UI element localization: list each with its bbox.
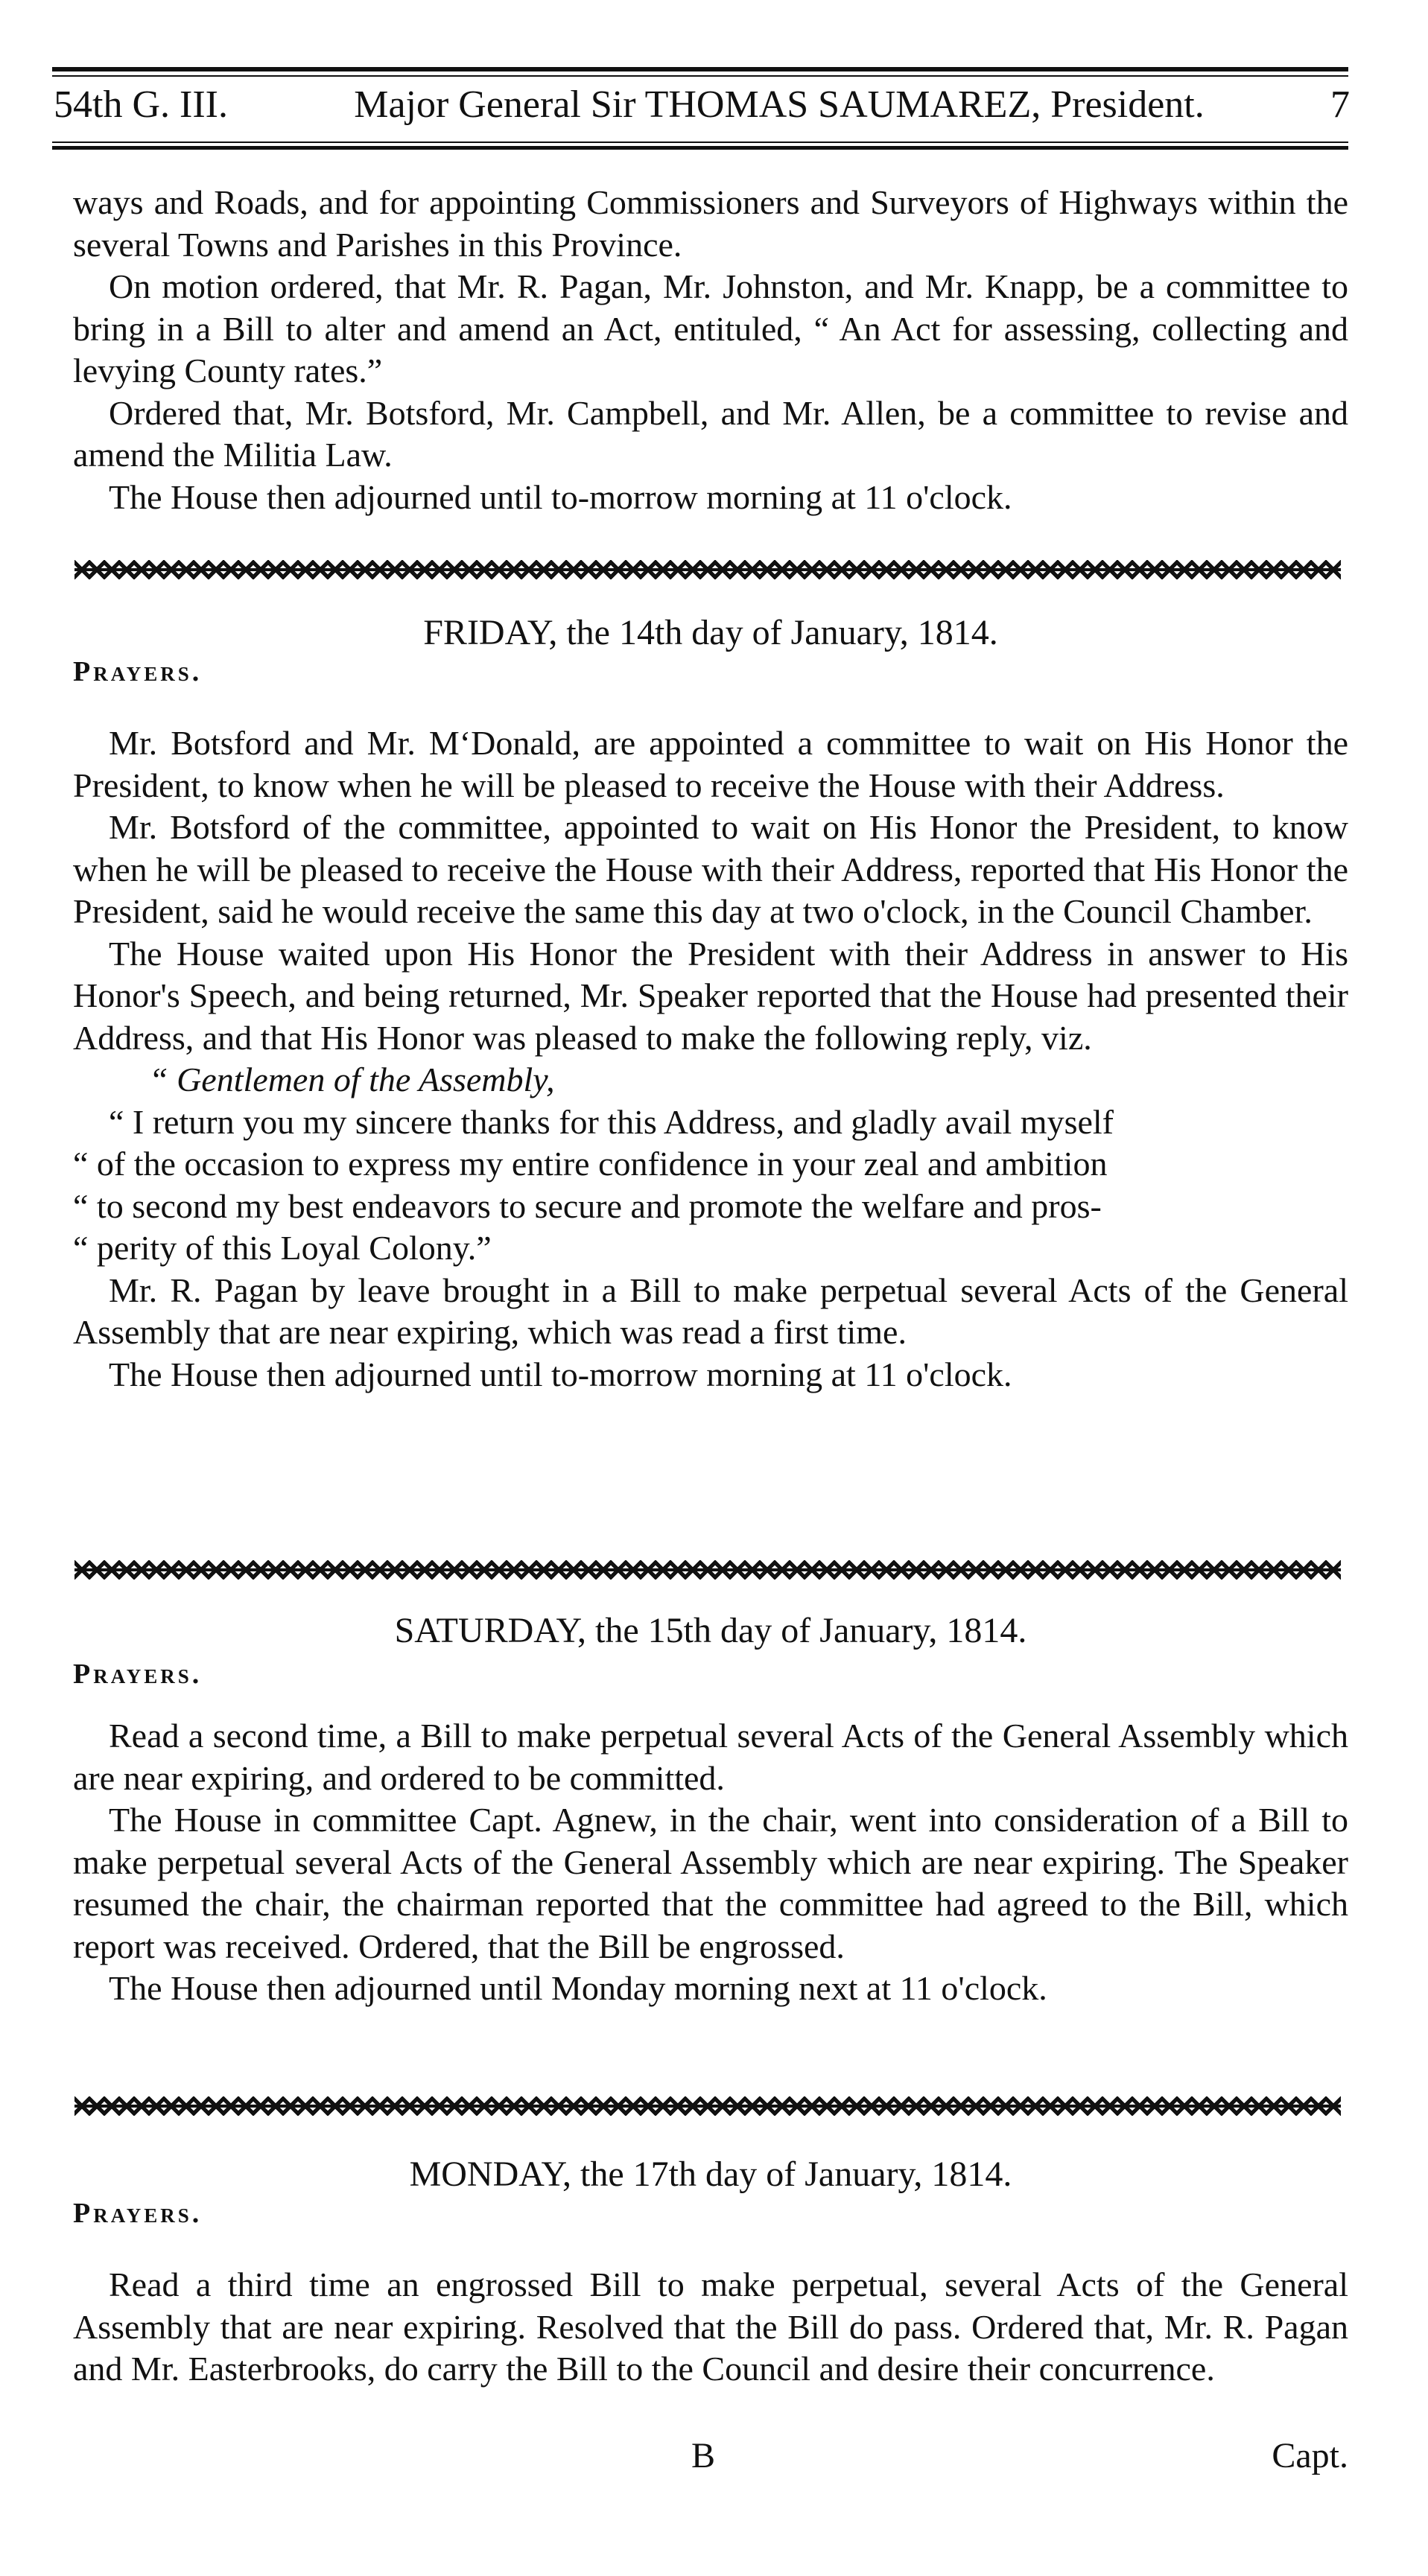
paragraph: The House in committee Capt. Agnew, in the chair, went into consideration of a Bill to make perpetual several Acts of the General Assembly which are near expiring. The Speaker resumed the chair, the chairman reported that the committee had agreed to the Bill, which report was received. Ordered, that the Bill be engrossed. <box>73 1801 1348 1965</box>
friday-section <box>73 722 1348 1396</box>
prayers-label: Prayers. <box>73 656 203 687</box>
ornamental-divider <box>74 560 1341 579</box>
paragraph: Mr. R. Pagan by leave brought in a Bill to make perpetual several Acts of the General Assembly that are near expiring, which was read a first time. <box>73 1270 1348 1351</box>
header-regnal-year: 54th G. III. <box>54 83 228 126</box>
prayers-label: Prayers. <box>73 2198 203 2229</box>
header-title: Major General Sir THOMAS SAUMAREZ, President. <box>354 83 1205 126</box>
paragraph: Read a third time an engrossed Bill to make perpetual, several Acts of the General Assembly that are near expiring. Resolved that the Bill do pass. Ordered that, Mr. R. Pagan and Mr. Easterbrooks, do carry the Bill to the Council and desire their concurrence. <box>73 2265 1348 2388</box>
continued-section <box>73 182 1348 518</box>
header-rule-top-thick <box>52 67 1348 71</box>
quote-line: “ of the occasion to express my entire confidence in your zeal and ambition <box>73 1145 1108 1183</box>
paragraph: The House then adjourned until Monday morning next at 11 o'clock. <box>109 1969 1047 2007</box>
paragraph: ways and Roads, and for appointing Commissioners and Surveyors of Highways within the several Towns and Parishes in this Province. <box>73 183 1348 264</box>
page-number: 7 <box>1330 83 1350 126</box>
ornamental-divider <box>74 1560 1341 1580</box>
monday-section <box>73 2264 1348 2391</box>
running-header <box>54 80 1350 130</box>
paragraph: On motion ordered, that Mr. R. Pagan, Mr. Johnston, and Mr. Knapp, be a committee to bring in a Bill to alter and amend an Act, entituled, “ An Act for assessing, collecting and levying County rates.” <box>73 267 1348 389</box>
header-rule-bottom-thick <box>52 146 1348 150</box>
saturday-section <box>73 1715 1348 2010</box>
quote-line: “ I return you my sincere thanks for this Address, and gladly avail myself <box>109 1102 1114 1141</box>
paragraph: The House then adjourned until to-morrow morning at 11 o'clock. <box>109 1355 1012 1393</box>
day-heading-saturday: SATURDAY, the 15th day of January, 1814. <box>394 1611 1027 1650</box>
catchword: Capt. <box>1272 2436 1348 2475</box>
paragraph: Read a second time, a Bill to make perpetual several Acts of the General Assembly which are near expiring, and ordered to be committed. <box>73 1717 1348 1797</box>
quote-line: “ to second my best endeavors to secure and promote the welfare and pros- <box>73 1186 1102 1225</box>
day-heading-friday: FRIDAY, the 14th day of January, 1814. <box>423 613 998 652</box>
paragraph: The House waited upon His Honor the President with their Address in answer to His Honor's Speech, and being returned, Mr. Speaker reported that the House had presented their Address, and that His Honor was pleased to make the following reply, viz. <box>73 934 1348 1057</box>
signature-mark: B <box>691 2436 716 2475</box>
ornamental-divider <box>74 2096 1341 2116</box>
quote-line: “ perity of this Loyal Colony.” <box>73 1229 492 1267</box>
paragraph: The House then adjourned until to-morrow morning at 11 o'clock. <box>109 477 1012 516</box>
header-rule-bottom-thin <box>52 141 1348 143</box>
paragraph: Mr. Botsford of the committee, appointed to wait on His Honor the President, to know when he will be pleased to receive the House with their Address, reported that His Honor the President, said he would receive the same this day at two o'clock, in the Council Chamber. <box>73 808 1348 930</box>
quote-salutation: “ Gentlemen of the Assembly, <box>149 1060 555 1098</box>
paragraph: Ordered that, Mr. Botsford, Mr. Campbell, and Mr. Allen, be a committee to revise and amend the Militia Law. <box>73 393 1348 474</box>
prayers-label: Prayers. <box>73 1659 203 1690</box>
header-rule-top-thin <box>52 75 1348 77</box>
day-heading-monday: MONDAY, the 17th day of January, 1814. <box>409 2154 1012 2194</box>
paragraph: Mr. Botsford and Mr. M‘Donald, are appointed a committee to wait on His Honor the President, to know when he will be pleased to receive the House with their Address. <box>73 724 1348 804</box>
